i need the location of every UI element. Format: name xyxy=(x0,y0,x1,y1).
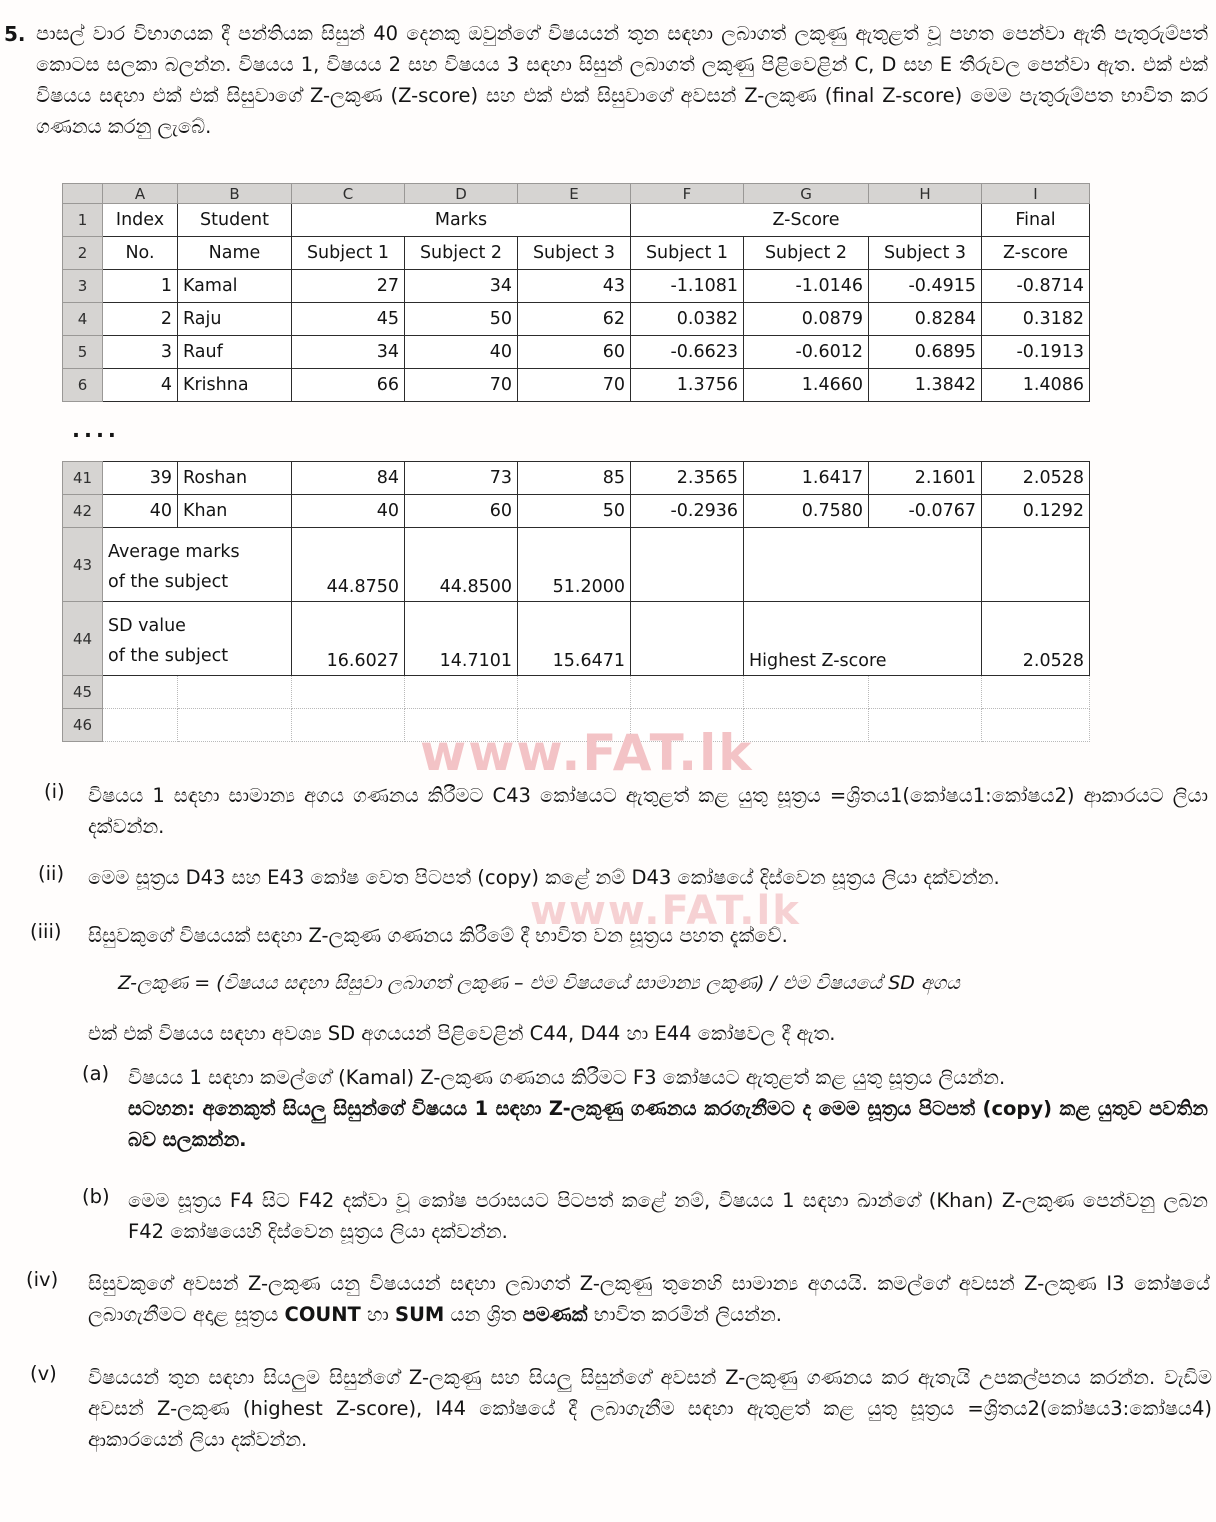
cell-f43[interactable] xyxy=(631,528,744,602)
cell-i41[interactable]: 2.0528 xyxy=(982,462,1090,495)
cell-g6[interactable]: 1.4660 xyxy=(744,369,869,402)
cell-g42[interactable]: 0.7580 xyxy=(744,495,869,528)
watermark-bottom: www.FAT.lk xyxy=(530,888,801,934)
rows-omitted-ellipsis: .... xyxy=(72,418,120,442)
part-iv-text xyxy=(88,1268,1210,1330)
part-iv-label: (iv) xyxy=(26,1268,59,1291)
cell-f42[interactable]: -0.2936 xyxy=(631,495,744,528)
cell-c42[interactable]: 40 xyxy=(292,495,405,528)
part-v-line3: කළ යුතු සූත්‍රය =ශ්‍රිතය2(කෝෂය3:කෝෂය4) ආකාරයෙන් ලියා දක්වන්න. xyxy=(88,1397,1213,1451)
cell-a4[interactable]: 2 xyxy=(103,303,178,336)
cell-c6[interactable]: 66 xyxy=(292,369,405,402)
cell-c4[interactable]: 45 xyxy=(292,303,405,336)
row-header-1[interactable]: 1 xyxy=(63,204,103,237)
cell-f6[interactable]: 1.3756 xyxy=(631,369,744,402)
part-iii-a-text xyxy=(128,1062,1208,1093)
column-header-a[interactable]: A xyxy=(103,184,178,204)
cell-i4[interactable]: 0.3182 xyxy=(982,303,1090,336)
cell-a46[interactable] xyxy=(103,709,178,742)
row-header-46[interactable]: 46 xyxy=(63,709,103,742)
cell-i46[interactable] xyxy=(982,709,1090,742)
part-iii-a-note-line1: සටහන: අනෙකුත් සියලු සිසුන්ගේ විෂයය 1 සඳහා Z-ලකුණු ගණනය කරගැනීමට ද මෙම සූත්‍රය පිටපත් (copy) කළ xyxy=(128,1097,1091,1120)
cell-d45[interactable] xyxy=(405,676,518,709)
cell-i2[interactable]: Z-score xyxy=(982,237,1090,270)
cell-f44[interactable] xyxy=(631,602,744,676)
table-row[interactable] xyxy=(63,495,1090,528)
cell-i43[interactable] xyxy=(982,528,1090,602)
spreadsheet-bottom-block[interactable] xyxy=(62,461,1090,742)
column-header-i[interactable]: I xyxy=(982,184,1090,204)
cell-i6[interactable]: 1.4086 xyxy=(982,369,1090,402)
question-intro-text: පාසල් වාර විභාගයක දී පන්තියක සිසුන් 40 දෙනකු ඔවුන්ගේ විෂයයන් තුන සඳහා ලබාගත් ලකුණු ඇතුළත් වූ පහත පෙන්වා ඇති පැතුරුම්පත් කොටස සලකා බලන්න. විෂයය 1, විෂයය 2 සහ විෂයය 3 සඳහා සිසුන් ලබාගත් ලකුණු පිළිවෙළින් C, D සහ E තීරුවල පෙන්වා ඇත. එක් එක් විෂයය සඳහා එක් එක් සිසුවාගේ Z-ලකුණ (Z-score) සහ එක් එක් සිසුවාගේ අවසන් Z-ලකුණ (final Z-score) මෙම පැතුරුම්පත භාවිත කර ගණනය කරනු ලැබේ. xyxy=(36,22,1208,138)
cell-a44-label[interactable] xyxy=(103,602,292,676)
part-iii-a-line1: විෂයය 1 සඳහා කමල්ගේ (Kamal) Z-ලකුණ ගණනය කිරීමට F3 කෝෂයට ඇතුළත් කළ යුතු සූත්‍රය ලියන්න. xyxy=(128,1066,1006,1089)
part-iii-a-label: (a) xyxy=(82,1062,110,1085)
cell-f2[interactable]: Subject 1 xyxy=(631,237,744,270)
cell-f5[interactable]: -0.6623 xyxy=(631,336,744,369)
cell-g44-highest-zscore-label[interactable]: Highest Z-score xyxy=(744,602,982,676)
table-row[interactable] xyxy=(63,270,1090,303)
column-header-row[interactable] xyxy=(63,184,1090,204)
cell-g46[interactable] xyxy=(744,709,869,742)
cell-h42[interactable]: -0.0767 xyxy=(869,495,982,528)
part-v-line2: උපකල්පනය කරන්න. වැඩිම අවසන් Z-ලකුණ (highest Z-score), I44 කෝෂයේ දී ලබාගැනීම සඳහා ඇතුළත් xyxy=(88,1366,1213,1420)
part-ii-text: මෙම සූත්‍රය D43 සහ E43 කෝෂ වෙත පිටපත් (copy) කළේ නම් D43 කෝෂයේ දිස්වෙන සූත්‍රය ලියා දක්වන්න. xyxy=(88,866,1000,889)
table-row[interactable] xyxy=(63,237,1090,270)
cell-g4[interactable]: 0.0879 xyxy=(744,303,869,336)
cell-c44[interactable]: 16.6027 xyxy=(292,602,405,676)
table-row[interactable] xyxy=(63,303,1090,336)
cell-e6[interactable]: 70 xyxy=(518,369,631,402)
column-header-d[interactable]: D xyxy=(405,184,518,204)
row-header-3[interactable]: 3 xyxy=(63,270,103,303)
cell-i1[interactable]: Final xyxy=(982,204,1090,237)
cell-e44[interactable]: 15.6471 xyxy=(518,602,631,676)
cell-h45[interactable] xyxy=(869,676,982,709)
watermark-top: www.FAT.lk xyxy=(420,724,754,782)
column-header-b[interactable]: B xyxy=(178,184,292,204)
cell-b2[interactable]: Name xyxy=(178,237,292,270)
table-row[interactable] xyxy=(63,462,1090,495)
cell-d42[interactable]: 60 xyxy=(405,495,518,528)
column-header-c[interactable]: C xyxy=(292,184,405,204)
cell-d3[interactable]: 34 xyxy=(405,270,518,303)
table-row[interactable] xyxy=(63,709,1090,742)
cell-h5[interactable]: 0.6895 xyxy=(869,336,982,369)
cell-g3[interactable]: -1.0146 xyxy=(744,270,869,303)
cell-g43[interactable] xyxy=(744,528,982,602)
sd-label-line2: of the subject xyxy=(108,645,229,666)
cell-g5[interactable]: -0.6012 xyxy=(744,336,869,369)
part-iii-label: (iii) xyxy=(30,920,62,943)
cell-a3[interactable]: 1 xyxy=(103,270,178,303)
spreadsheet-top-block[interactable] xyxy=(62,183,1090,402)
cell-g2[interactable]: Subject 2 xyxy=(744,237,869,270)
column-header-g[interactable]: G xyxy=(744,184,869,204)
cell-i44[interactable]: 2.0528 xyxy=(982,602,1090,676)
part-iv-line2-mid2: යන ශ්‍රිත xyxy=(444,1303,523,1326)
cell-e4[interactable]: 62 xyxy=(518,303,631,336)
cell-d2[interactable]: Subject 2 xyxy=(405,237,518,270)
part-iii-b-label: (b) xyxy=(82,1185,110,1208)
table-row[interactable] xyxy=(63,676,1090,709)
cell-f46[interactable] xyxy=(631,709,744,742)
part-ii-label: (ii) xyxy=(38,862,65,885)
part-iii-a-note xyxy=(128,1093,1208,1155)
cell-f3[interactable]: -1.1081 xyxy=(631,270,744,303)
cell-d4[interactable]: 50 xyxy=(405,303,518,336)
row-header-44[interactable]: 44 xyxy=(63,602,103,676)
cell-c41[interactable]: 84 xyxy=(292,462,405,495)
cell-i5[interactable]: -0.1913 xyxy=(982,336,1090,369)
part-i-line1: විෂයය 1 සඳහා සාමාන්‍ය අගය ගණනය කිරීමට C43 කෝෂයට ඇතුළත් කළ යුතු සූත්‍රය =ශ්‍රිතය1(කෝෂය1:කෝෂය2) xyxy=(88,784,1075,807)
part-v-text xyxy=(88,1362,1212,1455)
part-iv-sum-fn: SUM xyxy=(395,1303,445,1326)
cell-a41[interactable]: 39 xyxy=(103,462,178,495)
cell-b45[interactable] xyxy=(178,676,292,709)
part-iii-sd-note: එක් එක් විෂයය සඳහා අවශ්‍ය SD අගයයන් පිළිවෙළින් C44, D44 හා E44 කෝෂවල දී ඇත. xyxy=(88,1022,836,1045)
part-v-label: (v) xyxy=(30,1362,57,1385)
cell-a43-label[interactable] xyxy=(103,528,292,602)
table-row[interactable] xyxy=(63,204,1090,237)
question-number: 5. xyxy=(4,22,26,46)
part-iv-only-emphasis: පමණක් xyxy=(522,1303,588,1326)
table-row[interactable] xyxy=(63,369,1090,402)
cell-f41[interactable]: 2.3565 xyxy=(631,462,744,495)
cell-c1-marks-group[interactable]: Marks xyxy=(292,204,631,237)
cell-i42[interactable]: 0.1292 xyxy=(982,495,1090,528)
cell-b5[interactable]: Rauf xyxy=(178,336,292,369)
part-iv-line2-pre: Z-ලකුණ I3 කෝෂයේ ලබාගැනීමට අදාළ සූත්‍රය xyxy=(88,1272,1211,1326)
cell-e2[interactable]: Subject 3 xyxy=(518,237,631,270)
cell-f45[interactable] xyxy=(631,676,744,709)
cell-b4[interactable]: Raju xyxy=(178,303,292,336)
cell-h2[interactable]: Subject 3 xyxy=(869,237,982,270)
table-row[interactable] xyxy=(63,602,1090,676)
average-label-line2: of the subject xyxy=(108,571,229,592)
part-v-line1: විෂයයන් තුන සඳහා සියලුම සිසුන්ගේ Z-ලකුණු සහ සියලු සිසුන්ගේ අවසන් Z-ලකුණු ගණනය කර ඇතැයි xyxy=(88,1366,971,1389)
cell-h6[interactable]: 1.3842 xyxy=(869,369,982,402)
cell-a6[interactable]: 4 xyxy=(103,369,178,402)
cell-i45[interactable] xyxy=(982,676,1090,709)
row-header-41[interactable]: 41 xyxy=(63,462,103,495)
cell-b46[interactable] xyxy=(178,709,292,742)
part-iii-a-note-line2: යුතුව පවතින බව සලකන්න. xyxy=(128,1097,1208,1151)
row-header-5[interactable]: 5 xyxy=(63,336,103,369)
part-iv-count-fn: COUNT xyxy=(284,1303,361,1326)
cell-a5[interactable]: 3 xyxy=(103,336,178,369)
part-iii-b-line1: මෙම සූත්‍රය F4 සිට F42 දක්වා වූ කෝෂ පරාසයට පිටපත් කළේ නම්, විෂයය 1 සඳහා ඛාන්ගේ (Khan) xyxy=(128,1189,994,1212)
cell-g41[interactable]: 1.6417 xyxy=(744,462,869,495)
average-label-line1: Average marks xyxy=(108,541,240,562)
select-all-corner[interactable] xyxy=(63,184,103,204)
cell-h41[interactable]: 2.1601 xyxy=(869,462,982,495)
cell-b1[interactable]: Student xyxy=(178,204,292,237)
cell-e5[interactable]: 60 xyxy=(518,336,631,369)
row-header-6[interactable]: 6 xyxy=(63,369,103,402)
row-header-43[interactable]: 43 xyxy=(63,528,103,602)
part-iii-b-text xyxy=(128,1185,1208,1247)
row-header-4[interactable]: 4 xyxy=(63,303,103,336)
cell-e41[interactable]: 85 xyxy=(518,462,631,495)
cell-b3[interactable]: Kamal xyxy=(178,270,292,303)
cell-f1-zscore-group[interactable]: Z-Score xyxy=(631,204,982,237)
cell-g45[interactable] xyxy=(744,676,869,709)
cell-d46[interactable] xyxy=(405,709,518,742)
cell-c43[interactable]: 44.8750 xyxy=(292,528,405,602)
row-header-2[interactable]: 2 xyxy=(63,237,103,270)
column-header-h[interactable]: H xyxy=(869,184,982,204)
cell-e43[interactable]: 51.2000 xyxy=(518,528,631,602)
cell-a45[interactable] xyxy=(103,676,178,709)
cell-d43[interactable]: 44.8500 xyxy=(405,528,518,602)
cell-e45[interactable] xyxy=(518,676,631,709)
table-row[interactable] xyxy=(63,336,1090,369)
cell-c3[interactable]: 27 xyxy=(292,270,405,303)
cell-h3[interactable]: -0.4915 xyxy=(869,270,982,303)
cell-c45[interactable] xyxy=(292,676,405,709)
sd-label-line1: SD value xyxy=(108,615,186,636)
zscore-formula: Z-ලකුණ = (විෂයය සඳහා සිසුවා ලබාගත් ලකුණ – එම විෂයයේ සාමාන්‍ය ලකුණ) / එම විෂයයේ SD අගය xyxy=(118,972,960,994)
part-iii-text: සිසුවකුගේ විෂයයක් සඳහා Z-ලකුණ ගණනය කිරීමේ දී භාවිත වන සූත්‍රය පහත දැක්වේ. xyxy=(88,924,788,947)
part-iv-line1: සිසුවකුගේ අවසන් Z-ලකුණ යනු විෂයයන් සඳහා ලබාගත් Z-ලකුණු තුනෙහි සාමාන්‍ය අගයයි. කමල්ගේ අවසන් xyxy=(88,1272,1015,1295)
part-i-label: (i) xyxy=(44,780,65,803)
cell-e42[interactable]: 50 xyxy=(518,495,631,528)
cell-d6[interactable]: 70 xyxy=(405,369,518,402)
part-iv-line2-mid: හා xyxy=(360,1303,396,1326)
row-header-45[interactable]: 45 xyxy=(63,676,103,709)
row-header-42[interactable]: 42 xyxy=(63,495,103,528)
cell-b41[interactable]: Roshan xyxy=(178,462,292,495)
cell-d41[interactable]: 73 xyxy=(405,462,518,495)
cell-f4[interactable]: 0.0382 xyxy=(631,303,744,336)
table-row[interactable] xyxy=(63,528,1090,602)
column-header-e[interactable]: E xyxy=(518,184,631,204)
cell-a1[interactable]: Index xyxy=(103,204,178,237)
cell-c2[interactable]: Subject 1 xyxy=(292,237,405,270)
part-iii-b-line2: Z-ලකුණ පෙන්වනු ලබන F42 කෝෂයෙහි දිස්වෙන සූත්‍රය ලියා දක්වන්න. xyxy=(128,1189,1209,1243)
cell-a42[interactable]: 40 xyxy=(103,495,178,528)
cell-a2[interactable]: No. xyxy=(103,237,178,270)
cell-d44[interactable]: 14.7101 xyxy=(405,602,518,676)
cell-b6[interactable]: Krishna xyxy=(178,369,292,402)
column-header-f[interactable]: F xyxy=(631,184,744,204)
part-i-text xyxy=(88,780,1208,842)
part-i-line2: ආකාරයට ලියා දක්වන්න. xyxy=(88,784,1209,838)
cell-d5[interactable]: 40 xyxy=(405,336,518,369)
cell-b42[interactable]: Khan xyxy=(178,495,292,528)
cell-h46[interactable] xyxy=(869,709,982,742)
cell-e46[interactable] xyxy=(518,709,631,742)
cell-i3[interactable]: -0.8714 xyxy=(982,270,1090,303)
cell-h4[interactable]: 0.8284 xyxy=(869,303,982,336)
cell-c5[interactable]: 34 xyxy=(292,336,405,369)
cell-c46[interactable] xyxy=(292,709,405,742)
part-iv-line2-post: භාවිත කරමින් ලියන්න. xyxy=(587,1303,782,1326)
cell-e3[interactable]: 43 xyxy=(518,270,631,303)
